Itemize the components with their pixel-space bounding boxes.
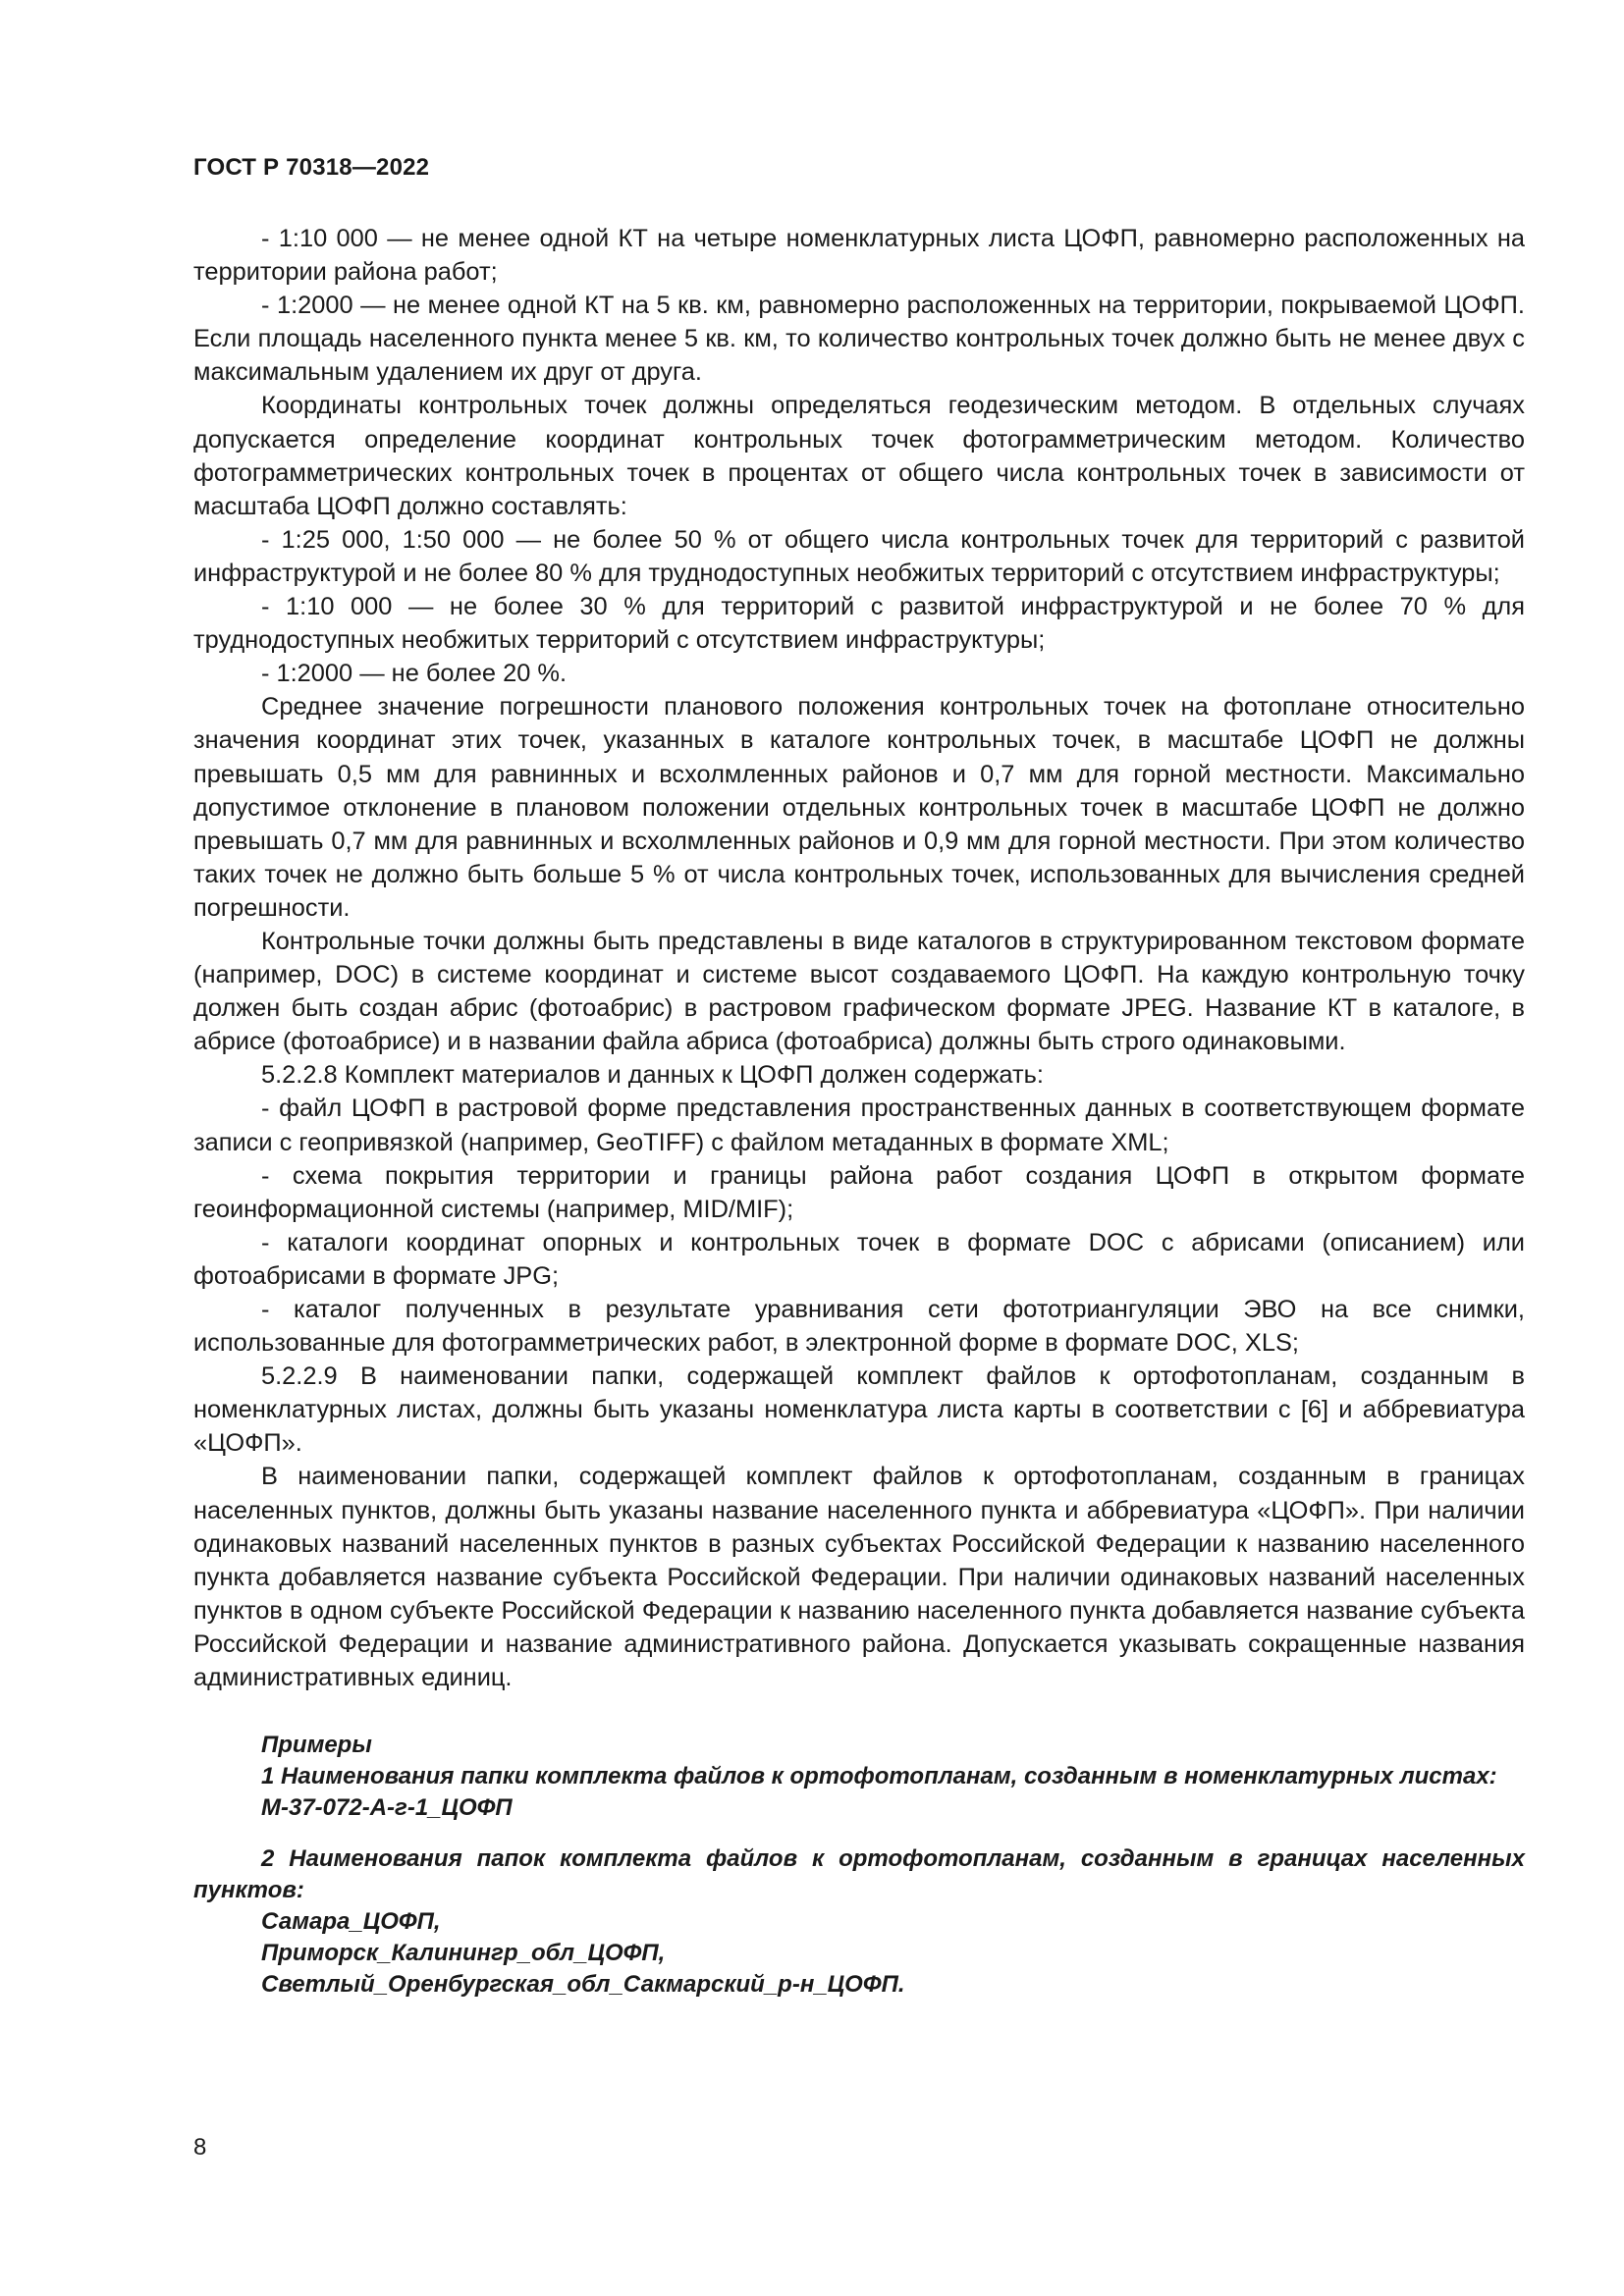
paragraph: 5.2.2.8 Комплект материалов и данных к ЦОФП должен содержать: bbox=[261, 1061, 1044, 1090]
paragraph: 5.2.2.9 В наименовании папки, содержащей комплект файлов к ортофотопланам, созданным в номенклатурных листах, должны быть указаны номенклатура листа карты в соответствии с [6] и аббревиатура «ЦОФП». bbox=[193, 1362, 1525, 1458]
example-1-title: 1 Наименования папки комплекта файлов к ортофотопланам, созданным в номенклатурных листах: bbox=[261, 1763, 1497, 1789]
paragraph: Среднее значение погрешности планового положения контрольных точек на фотоплане относительно значения координат этих точек, указанных в каталоге контрольных точек, в масштабе ЦОФП не должны превышать 0,5 мм для равнинных и всхолмленных районов и 0,7 мм для горной местности. Максимально допустимое отклонение в плановом положении отдельных контрольных точек в масштабе ЦОФП не должно превышать 0,7 мм для равнинных и всхолмленных районов и 0,9 мм для горной местности. При этом количество таких точек не должно быть больше 5 % от числа контрольных точек, использованных для вычисления средней погрешности. bbox=[193, 693, 1525, 922]
paragraph: - каталог полученных в результате уравнивания сети фототриангуляции ЭВО на все снимки, использованные для фотограмметрических работ, в электронной форме в формате DOC, XLS; bbox=[193, 1296, 1525, 1358]
paragraph: - 1:25 000, 1:50 000 — не более 50 % от общего числа контрольных точек для территорий с развитой инфраструктурой и не более 80 % для труднодоступных необжитых территорий с отсутствием инфраструктуры; bbox=[193, 525, 1525, 587]
document-header: ГОСТ Р 70318—2022 bbox=[193, 154, 430, 181]
paragraph: - схема покрытия территории и границы района работ создания ЦОФП в открытом формате геоинформационной системы (например, MID/MIF); bbox=[193, 1161, 1525, 1223]
example-2-value: Самара_ЦОФП, bbox=[261, 1908, 441, 1935]
page-number: 8 bbox=[193, 2134, 207, 2161]
example-2-title: 2 Наименования папок комплекта файлов к ортофотопланам, созданным в границах населенных пунктов: bbox=[193, 1845, 1525, 1903]
example-2-value: Приморск_Калинингр_обл_ЦОФП, bbox=[261, 1940, 666, 1966]
examples-heading: Примеры bbox=[261, 1732, 372, 1758]
paragraph: В наименовании папки, содержащей комплект файлов к ортофотопланам, созданным в границах населенных пунктов, должны быть указаны название населенного пункта и аббревиатура «ЦОФП». При наличии одинаковых названий населенных пунктов в разных субъектах Российской Федерации к названию населенного пункта добавляется название субъекта Российской Федерации. При наличии одинаковых названий населенных пунктов в одном субъекте Российской Федерации к названию населенного пункта добавляется название субъекта Российской Федерации и название административного района. Допускается указывать сокращенные названия административных единиц. bbox=[193, 1463, 1525, 1692]
examples-block bbox=[193, 1730, 1525, 2001]
paragraph: - файл ЦОФП в растровой форме представления пространственных данных в соответствующем формате записи с геопривязкой (например, GeoTIFF) с файлом метаданных в формате XML; bbox=[193, 1095, 1525, 1156]
paragraph: - 1:10 000 — не более 30 % для территорий с развитой инфраструктурой и не более 70 % для труднодоступных необжитых территорий с отсутствием инфраструктуры; bbox=[193, 593, 1525, 655]
paragraph: - 1:2000 — не менее одной КТ на 5 кв. км, равномерно расположенных на территории, покрываемой ЦОФП. Если площадь населенного пункта менее 5 кв. км, то количество контрольных точек должно быть не менее двух с максимальным удалением их друг от друга. bbox=[193, 292, 1525, 387]
paragraph: - каталоги координат опорных и контрольных точек в формате DOC с абрисами (описанием) или фотоабрисами в формате JPG; bbox=[193, 1228, 1525, 1290]
document-body bbox=[193, 222, 1525, 1694]
paragraph: Контрольные точки должны быть представлены в виде каталогов в структурированном текстовом формате (например, DOC) в системе координат и системе высот создаваемого ЦОФП. На каждую контрольную точку должен быть создан абрис (фотоабрис) в растровом графическом формате JPEG. Название КТ в каталоге, в абрисе (фотоабрисе) и в названии файла абриса (фотоабриса) должны быть строго одинаковыми. bbox=[193, 927, 1526, 1056]
paragraph: Координаты контрольных точек должны определяться геодезическим методом. В отдельных случаях допускается определение координат контрольных точек фотограмметрическим методом. Количество фотограмметрических контрольных точек в процентах от общего числа контрольных точек в зависимости от масштаба ЦОФП должно составлять: bbox=[193, 392, 1525, 520]
example-1-value: М-37-072-А-г-1_ЦОФП bbox=[261, 1794, 513, 1821]
paragraph: - 1:10 000 — не менее одной КТ на четыре номенклатурных листа ЦОФП, равномерно расположенных на территории района работ; bbox=[193, 225, 1525, 287]
example-2-value: Светлый_Оренбургская_обл_Сакмарский_р-н_ЦОФП. bbox=[261, 1971, 905, 1998]
paragraph: - 1:2000 — не более 20 %. bbox=[261, 660, 568, 688]
